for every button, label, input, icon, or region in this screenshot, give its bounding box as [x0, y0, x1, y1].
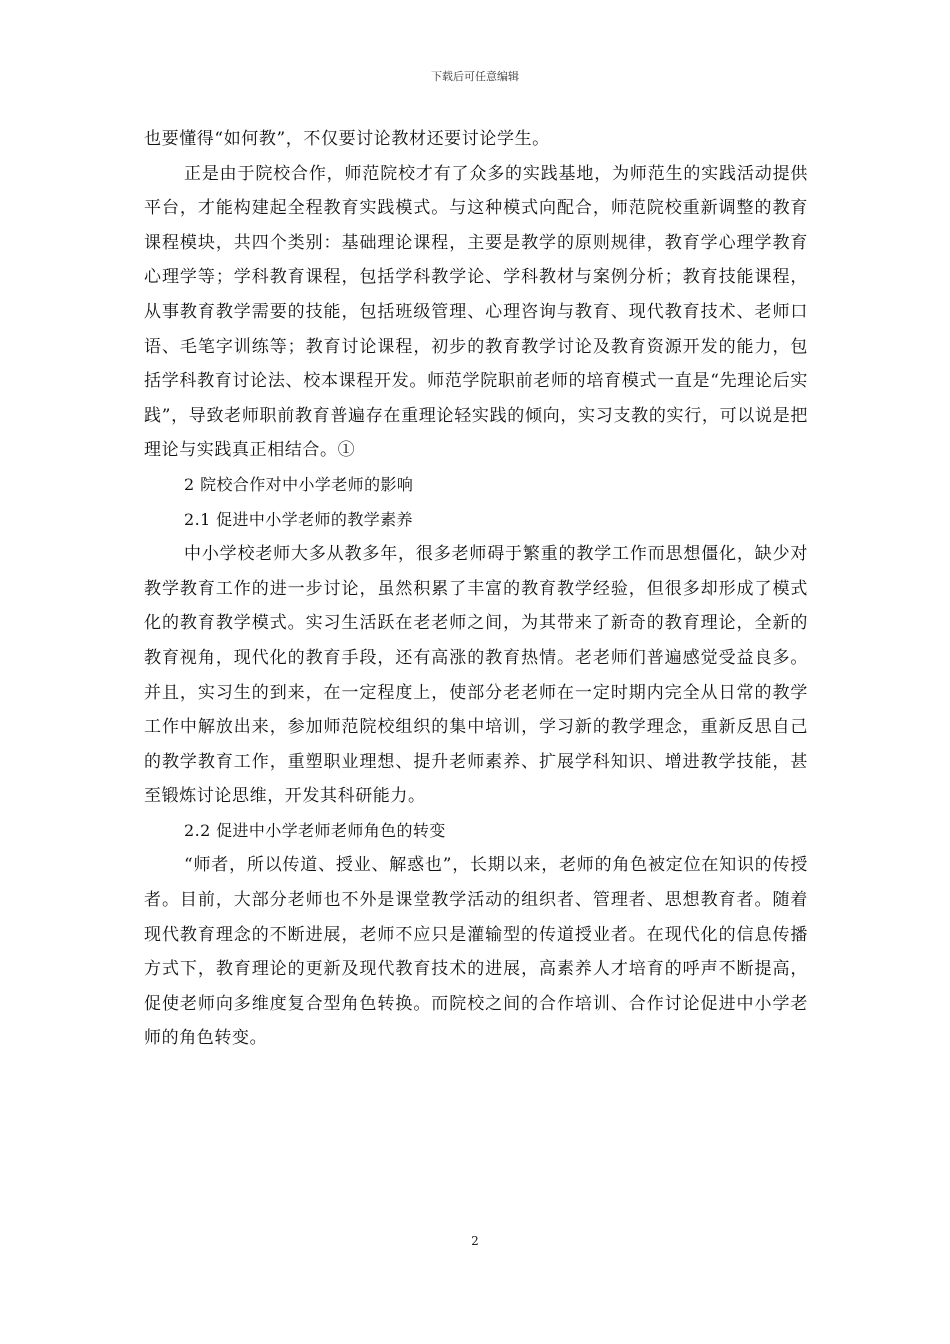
page-header: 下载后可任意编辑 [431, 70, 519, 83]
page-number: 2 [471, 1234, 479, 1248]
subsection-heading-2-1: 2.1 促进中小学老师的教学素养 [184, 509, 413, 529]
paragraph-teacher-literacy: 中小学校老师大多从教多年，很多老师碍于繁重的教学工作而思想僵化，缺少对教学教育工作的进一步讨论，虽然积累了丰富的教育教学经验，但很多却形成了模式化的教育教学模式。实习生活跃在老老师之间，为其带来了新奇的教育理论，全新的教育视角，现代化的教育手段，还有高涨的教育热情。老老师们普遍感觉受益良多。并且，实习生的到来，在一定程度上，使部分老老师在一定时期内完全从日常的教学工作中解放出来，参加师范院校组织的集中培训，学习新的教学理念，重新反思自己的教学教育工作，重塑职业理想、提升老师素养、扩展学科知识、增进教学技能，甚至锻炼讨论思维，开发其科研能力。 [144, 544, 808, 807]
paragraph-continuation: 也要懂得“如何教”，不仅要讨论教材还要讨论学生。 [144, 129, 550, 149]
paragraph-role-change: “师者，所以传道、授业、解惑也”，长期以来，老师的角色被定位在知识的传授者。目前，大部分老师也不外是课堂教学活动的组织者、管理者、思想教育者。随着现代教育理念的不断进展，老师不应只是灌输型的传道授业者。在现代化的信息传播方式下，教育理论的更新及现代教育技术的进展，高素养人才培育的呼声不断提高，促使老师向多维度复合型角色转换。而院校之间的合作培训、合作讨论促进中小学老师的角色转变。 [144, 855, 808, 1049]
document-body [144, 122, 808, 1056]
subsection-heading-2-2: 2.2 促进中小学老师老师角色的转变 [184, 820, 446, 840]
section-heading-2: 2 院校合作对中小学老师的影响 [184, 474, 414, 494]
paragraph-practice-base: 正是由于院校合作，师范院校才有了众多的实践基地，为师范生的实践活动提供平台，才能构建起全程教育实践模式。与这种模式向配合，师范院校重新调整的教育课程模块，共四个类别：基础理论课程，主要是教学的原则规律，教育学心理学教育心理学等；学科教育课程，包括学科教学论、学科教材与案例分析；教育技能课程，从事教育教学需要的技能，包括班级管理、心理咨询与教育、现代教育技术、老师口语、毛笔字训练等；教育讨论课程，初步的教育教学讨论及教育资源开发的能力，包括学科教育讨论法、校本课程开发。师范学院职前老师的培育模式一直是“先理论后实践”，导致老师职前教育普遍存在重理论轻实践的倾向，实习支教的实行，可以说是把理论与实践真正相结合。① [144, 163, 808, 461]
